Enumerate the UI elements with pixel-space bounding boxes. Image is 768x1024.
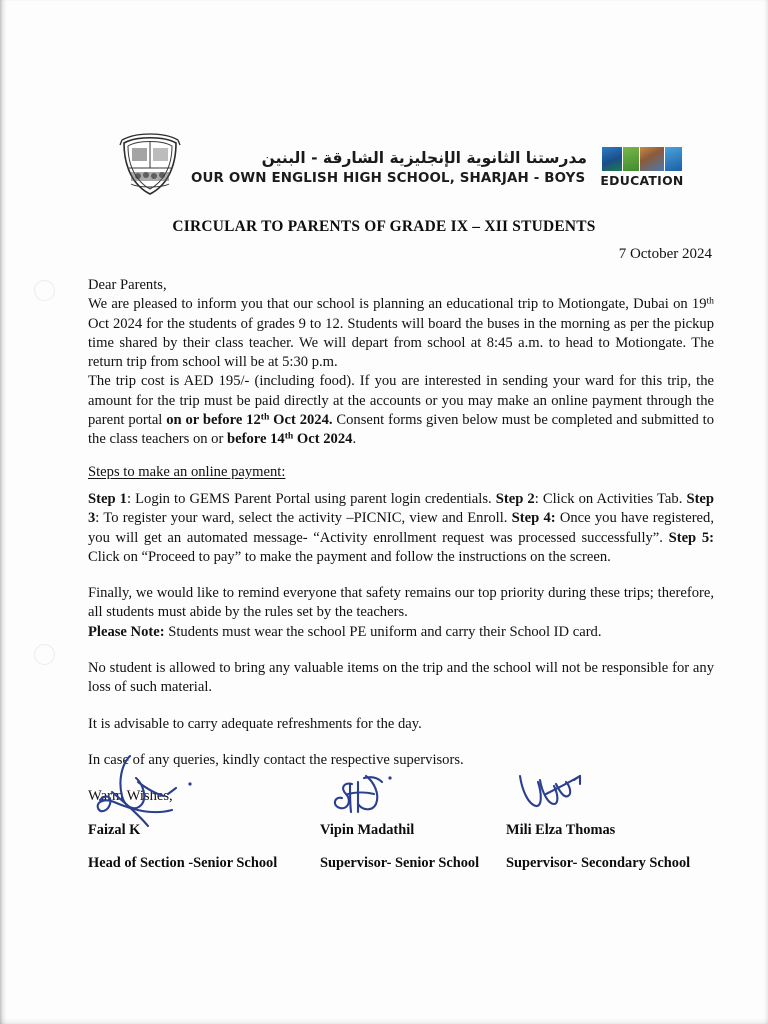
- gems-wordmark-icon: [596, 145, 688, 171]
- please-note-text: Students must wear the school PE uniform and carry their School ID card.: [164, 623, 602, 640]
- scan-bottom-shadow: [0, 1018, 768, 1024]
- signatory-name: Mili Elza Thomas: [506, 822, 616, 838]
- signatory-vipin: [320, 760, 510, 872]
- letterhead: [118, 128, 688, 198]
- punch-hole-artifact: [34, 280, 55, 301]
- school-name-english: OUR OWN ENGLISH HIGH SCHOOL, SHARJAH - BOYS: [191, 171, 586, 187]
- salutation: Dear Parents,: [88, 277, 167, 293]
- step-4-label: Step 4:: [511, 510, 556, 527]
- signatory-faizal: [88, 760, 298, 872]
- paragraph-valuables: No student is allowed to bring any valuable items on the trip and the school will not be responsible for any loss of such material.: [88, 660, 714, 696]
- step-3-text: : To register your ward, select the activity –PICNIC, view and Enroll.: [95, 510, 512, 527]
- scan-right-edge-shadow: [763, 0, 768, 1024]
- gems-letter-g: [602, 147, 622, 171]
- step-3-label: Step 3: [88, 490, 715, 527]
- step-2-label: Step 2: [495, 490, 535, 507]
- paragraph-payment-steps: [88, 490, 714, 567]
- gems-letter-m: [640, 147, 664, 171]
- school-crest-shield-icon: [118, 128, 182, 198]
- paragraph-please-note: [88, 623, 714, 642]
- para2-bold-deadline-1: on or before 12: [166, 412, 261, 429]
- gems-logo: [596, 139, 688, 188]
- step-1-label: Step 1: [88, 490, 127, 507]
- step-1-text: : Login to GEMS Parent Portal using parent login credentials.: [126, 490, 496, 507]
- handwritten-signature-vipin-icon: [320, 760, 510, 822]
- signatory-role: Supervisor- Senior School: [320, 855, 480, 871]
- paragraph-trip-details: [88, 295, 714, 372]
- closing-line: Warm Wishes,: [88, 788, 173, 805]
- school-name-block: [191, 140, 587, 186]
- para2-part-a: The trip cost is AED 195/- (including food). If you are interested in sending your ward for this trip, the amount for the trip must be paid directly at the accounts or you may make an online payment through the parent portal: [88, 373, 714, 429]
- para2-superscript-1: th: [260, 411, 270, 423]
- paragraph-safety: Finally, we would like to remind everyone that safety remains our top priority during these trips; therefore, all students must abide by the rules set by the teachers.: [88, 585, 714, 621]
- para1-superscript: th: [706, 295, 714, 307]
- signatory-name: Faizal K: [88, 822, 141, 838]
- para1-part-b: Oct 2024 for the students of grades 9 to 12. Students will board the buses in the morning as per the pickup time shared by their class teacher. We will depart from school at 8:45 a.m. to head to Motiongate. The return trip from school will be at 5:30 p.m.: [88, 315, 714, 371]
- signatory-role: Supervisor- Secondary School: [506, 855, 691, 871]
- scan-left-edge-shadow: [0, 0, 7, 1024]
- para2-part-c: .: [352, 431, 357, 448]
- gems-subtitle: EDUCATION: [600, 172, 684, 188]
- page-title: CIRCULAR TO PARENTS OF GRADE IX – XII STUDENTS: [172, 218, 596, 235]
- step-2-text: : Click on Activities Tab.: [534, 490, 687, 507]
- para2-bold-deadline-2: before 14: [227, 431, 285, 448]
- para2-part-b: Consent forms given below must be completed and submitted to the class teachers on or: [88, 412, 714, 448]
- step-5-label: Step 5:: [668, 529, 714, 546]
- paragraph-trip-cost: [88, 372, 714, 449]
- signatory-mili: [506, 760, 714, 872]
- para1-part-a: We are pleased to inform you that our school is planning an educational trip to Motiongate, Dubai on 19: [88, 296, 707, 313]
- school-name-arabic: مدرستنا الثانوية الإنجليزية الشارقة - البنين: [261, 148, 587, 167]
- para2-superscript-2: th: [284, 431, 294, 443]
- paragraph-queries: In case of any queries, kindly contact the respective supervisors.: [88, 751, 464, 768]
- handwritten-signature-mili-icon: [506, 760, 714, 822]
- para2-bold-deadline-1b: Oct 2024.: [269, 412, 333, 429]
- letter-body: [88, 276, 714, 807]
- please-note-label: Please Note:: [88, 623, 165, 640]
- step-4-text: Once you have registered, you will get an automated message- “Activity enrollment request was processed successfully”.: [88, 510, 714, 546]
- steps-heading: Steps to make an online payment:: [88, 463, 286, 480]
- gems-letter-e: [623, 147, 639, 171]
- signature-block: [88, 760, 714, 875]
- punch-hole-artifact: [34, 644, 55, 665]
- document-date: 7 October 2024: [618, 246, 712, 262]
- signatory-role: Head of Section -Senior School: [88, 855, 278, 871]
- signatory-name: Vipin Madathil: [320, 822, 415, 838]
- step-5-text: Click on “Proceed to pay” to make the payment and follow the instructions on the screen.: [88, 548, 611, 565]
- gems-letter-s: [665, 147, 682, 171]
- para2-bold-deadline-2b: Oct 2024: [293, 431, 353, 448]
- paragraph-refreshments: It is advisable to carry adequate refreshments for the day.: [88, 715, 422, 732]
- handwritten-signature-faizal-icon: [88, 760, 298, 822]
